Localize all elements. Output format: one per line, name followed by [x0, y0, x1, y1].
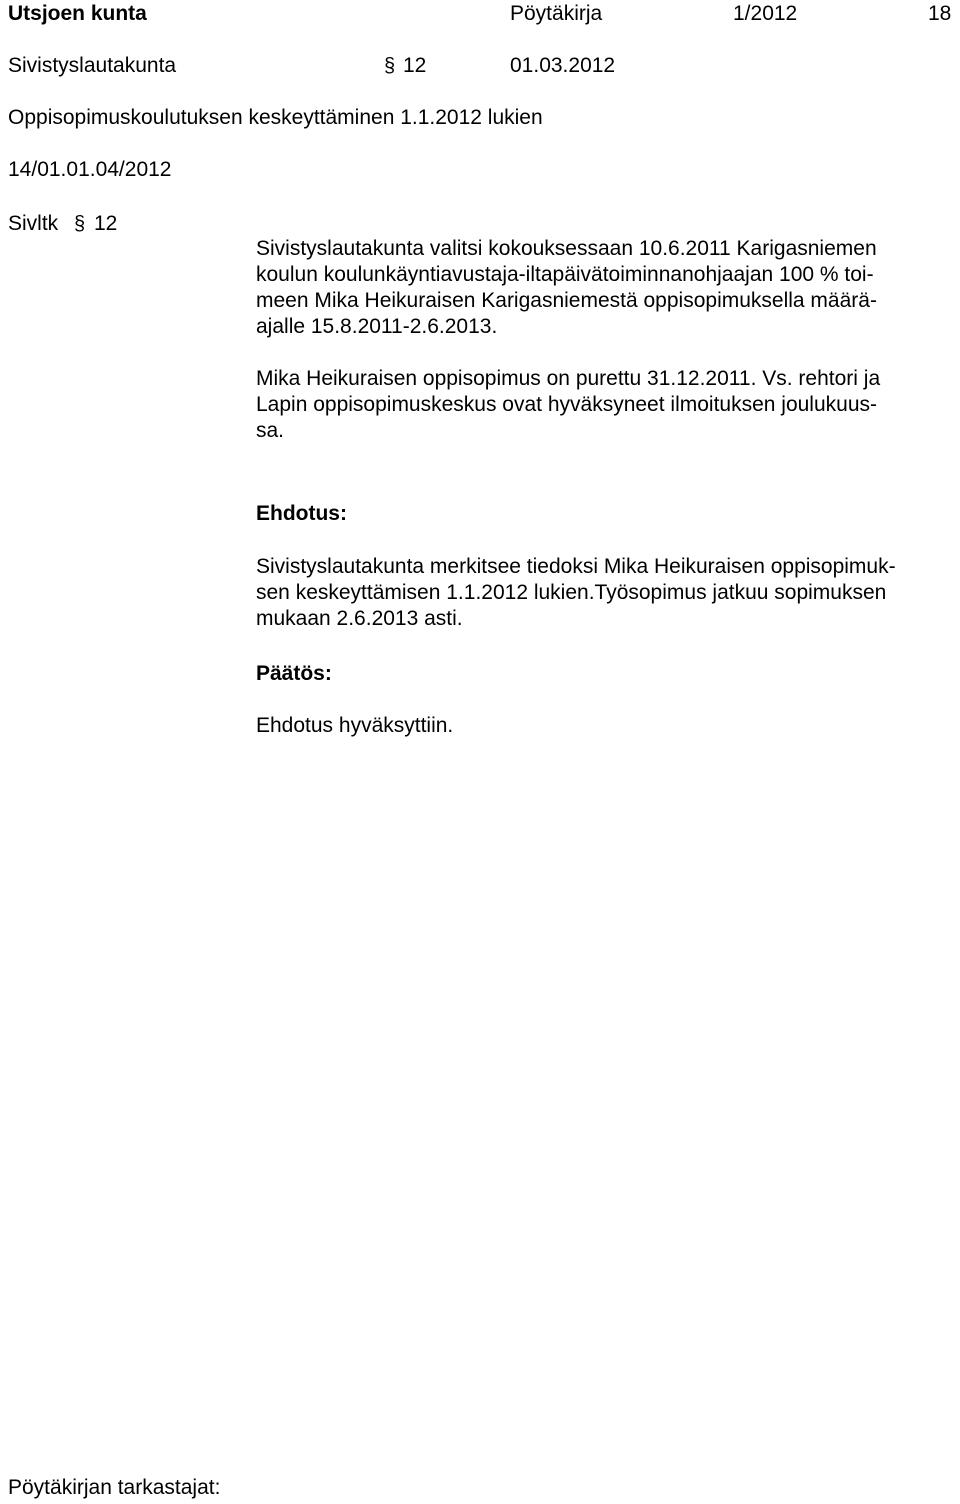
decision-text: Ehdotus hyväksyttiin.	[256, 714, 454, 737]
matter-reference: 14/01.01.04/2012	[8, 158, 172, 181]
paragraph-line: meen Mika Heikuraisen Karigasniemestä oppisopimuksella määrä-	[256, 289, 877, 312]
section-symbol-glyph: §	[384, 55, 396, 77]
paragraph-line: sen keskeyttämisen 1.1.2012 lukien.Työsopimus jatkuu sopimuksen	[256, 581, 887, 604]
paragraph-line: sa.	[256, 419, 285, 442]
document-number: 1/2012	[733, 2, 798, 25]
matter-title: Oppisopimuskoulutuksen keskeyttäminen 1.1.2012 lukien	[8, 106, 543, 129]
page-number: 18	[928, 2, 952, 25]
reviewers-label: Pöytäkirjan tarkastajat:	[8, 1476, 221, 1499]
paragraph-line: koulun koulunkäyntiavustaja-iltapäivätoiminnanohjaajan 100 % toi-	[256, 263, 874, 286]
paragraph-line: Sivistyslautakunta valitsi kokouksessaan 10.6.2011 Karigasniemen	[256, 237, 877, 260]
body-paragraph-1	[256, 236, 946, 340]
decision-heading: Päätös:	[256, 662, 332, 685]
proposal-heading: Ehdotus:	[256, 502, 347, 525]
paragraph-line: Mika Heikuraisen oppisopimus on purettu 31.12.2011. Vs. rehtori ja	[256, 367, 881, 390]
board-name: Sivistyslautakunta	[8, 54, 177, 77]
paragraph-line: mukaan 2.6.2013 asti.	[256, 607, 463, 630]
document-type: Pöytäkirja	[510, 2, 603, 25]
municipality-name: Utsjoen kunta	[8, 2, 147, 25]
meeting-date: 01.03.2012	[510, 54, 616, 77]
board-abbreviation: Sivltk	[8, 212, 59, 235]
section-number: 12	[403, 54, 427, 77]
matter-section-symbol	[74, 212, 85, 236]
paragraph-line: Sivistyslautakunta merkitsee tiedoksi Mika Heikuraisen oppisopimuk-	[256, 555, 896, 578]
matter-section-symbol-glyph: §	[74, 213, 86, 235]
paragraph-line: Lapin oppisopimuskeskus ovat hyväksyneet ilmoituksen joulukuus-	[256, 393, 877, 416]
body-paragraph-2	[256, 366, 946, 444]
proposal-text	[256, 554, 946, 632]
matter-section-number: 12	[94, 212, 118, 235]
section-symbol	[384, 54, 395, 78]
paragraph-line: ajalle 15.8.2011-2.6.2013.	[256, 315, 498, 338]
